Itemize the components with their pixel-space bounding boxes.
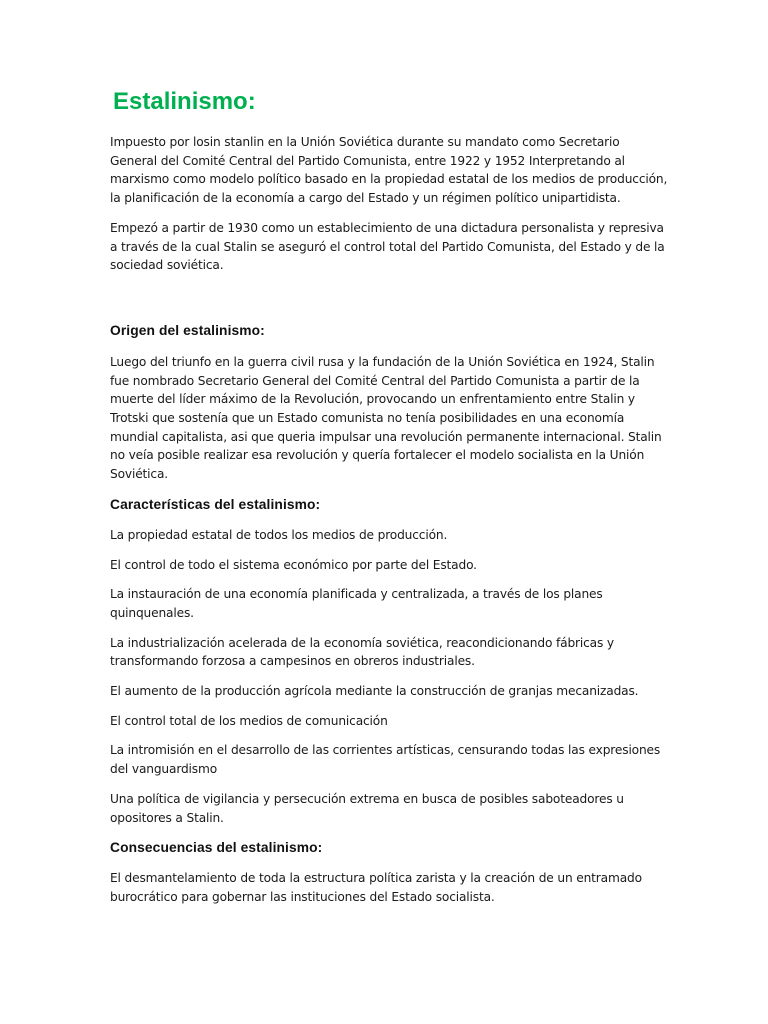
section-heading-characteristics: Características del estalinismo: — [110, 496, 321, 512]
characteristic-item: La instauración de una economía planificada y centralizada, a través de los planes quinquenales. — [110, 587, 603, 620]
characteristic-item: Una política de vigilancia y persecución extrema en busca de posibles saboteadores u opositores a Stalin. — [110, 791, 624, 825]
characteristic-item: El control de todo el sistema económico por parte del Estado. — [110, 557, 477, 572]
intro-paragraph: Impuesto por losin stanlin en la Unión Soviética durante su mandato como Secretario General del Comité Central del Partido Comunista, entre 1922 y 1952 Interpretando al marxismo como modelo político basado en la propiedad estatal de los medios de producción, la planificación de la economía a cargo del Estado y un régimen político unipartidista. — [110, 135, 668, 206]
characteristic-item: La industrialización acelerada de la economía soviética, reacondicionando fábricas y transformando forzosa a campesinos en obreros industriales. — [110, 635, 614, 669]
characteristic-item: El aumento de la producción agrícola mediante la construcción de granjas mecanizadas. — [110, 684, 639, 699]
section-heading-consequences: Consecuencias del estalinismo: — [110, 840, 323, 856]
origin-paragraph: Luego del triunfo en la guerra civil rusa y la fundación de la Unión Soviética en 1924, Stalin fue nombrado Secretario General del Comité Central del Partido Comunista a partir de la muerte del líder máximo de la Revolución, provocando un enfrentamiento entre Stalin y Trotski que sostenía que un Estado comunista no tenía posibilidades en una economía mundial capitalista, asi que queria impulsar una revolución permanente internacional. Stalin no veía posible realizar esa revolución y quería fortalecer el modelo socialista en la Unión Soviética. — [110, 354, 662, 482]
characteristic-item: La propiedad estatal de todos los medios de producción. — [110, 527, 448, 542]
consequences-paragraph: El desmantelamiento de toda la estructura política zarista y la creación de un entramado burocrático para gobernar las instituciones del Estado socialista. — [110, 871, 642, 904]
document-body — [110, 133, 670, 907]
characteristic-item: La intromisión en el desarrollo de las corrientes artísticas, censurando todas las expresiones del vanguardismo — [110, 743, 661, 777]
characteristic-item: El control total de los medios de comunicación — [110, 713, 388, 728]
section-heading-origin: Origen del estalinismo: — [110, 322, 265, 338]
document-title: Estalinismo: — [113, 88, 256, 115]
intro-paragraph: Empezó a partir de 1930 como un establecimiento de una dictadura personalista y represiva a través de la cual Stalin se aseguró el control total del Partido Comunista, del Estado y de la sociedad soviética. — [110, 220, 665, 273]
